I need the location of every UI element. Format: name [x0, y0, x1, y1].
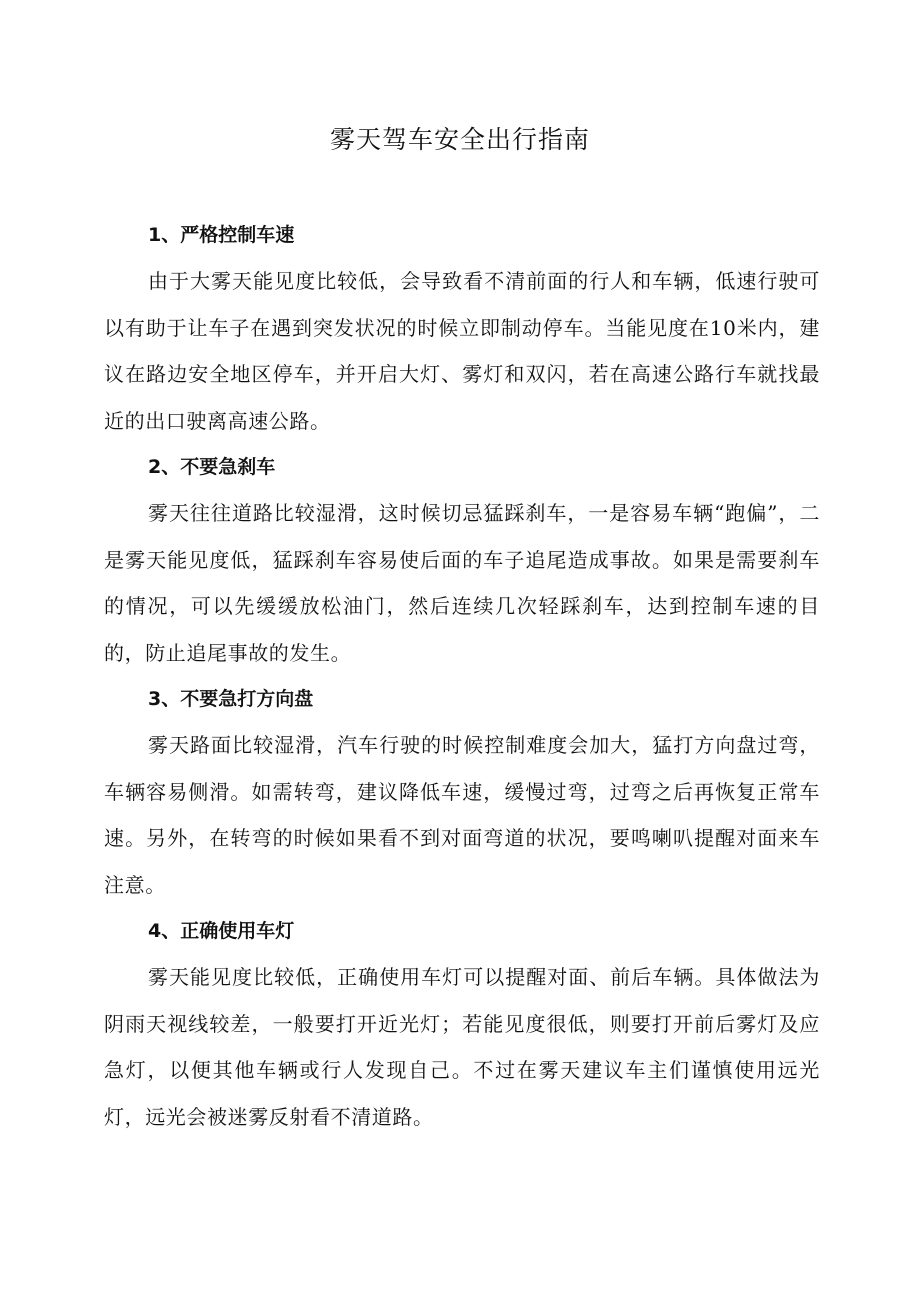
section-heading: 1、严格控制车速: [148, 224, 295, 246]
section-paragraph: 雾天往往道路比较湿滑，这时候切忌猛踩刹车，一是容易车辆“跑偏”，二是雾天能见度低，猛踩刹车容易使后面的车子追尾造成事故。如果是需要刹车的情况，可以先缓缓放松油门，然后连续几次轻踩刹车，达到控制车速的目的，防止追尾事故的发生。: [104, 501, 820, 665]
section-heading: 3、不要急打方向盘: [148, 688, 314, 710]
section-4: [104, 908, 820, 1140]
section-heading: 2、不要急刹车: [148, 456, 276, 478]
section-paragraph: 雾天路面比较湿滑，汽车行驶的时候控制难度会加大，猛打方向盘过弯，车辆容易侧滑。如需转弯，建议降低车速，缓慢过弯，过弯之后再恢复正常车速。另外，在转弯的时候如果看不到对面弯道的状况，要鸣喇叭提醒对面来车注意。: [104, 733, 820, 897]
section-3: [104, 676, 820, 908]
section-1: [104, 212, 820, 444]
section-2: [104, 444, 820, 676]
document-title: 雾天驾车安全出行指南: [329, 125, 590, 154]
document-content: [104, 212, 820, 1140]
section-paragraph: 由于大雾天能见度比较低，会导致看不清前面的行人和车辆，低速行驶可以有助于让车子在遇到突发状况的时候立即制动停车。当能见度在10米内，建议在路边安全地区停车，并开启大灯、雾灯和双闪，若在高速公路行车就找最近的出口驶离高速公路。: [104, 269, 820, 433]
section-paragraph: 雾天能见度比较低，正确使用车灯可以提醒对面、前后车辆。具体做法为阴雨天视线较差，一般要打开近光灯；若能见度很低，则要打开前后雾灯及应急灯，以便其他车辆或行人发现自己。不过在雾天建议车主们谨慎使用远光灯，远光会被迷雾反射看不清道路。: [104, 965, 820, 1129]
section-heading: 4、正确使用车灯: [148, 920, 295, 942]
